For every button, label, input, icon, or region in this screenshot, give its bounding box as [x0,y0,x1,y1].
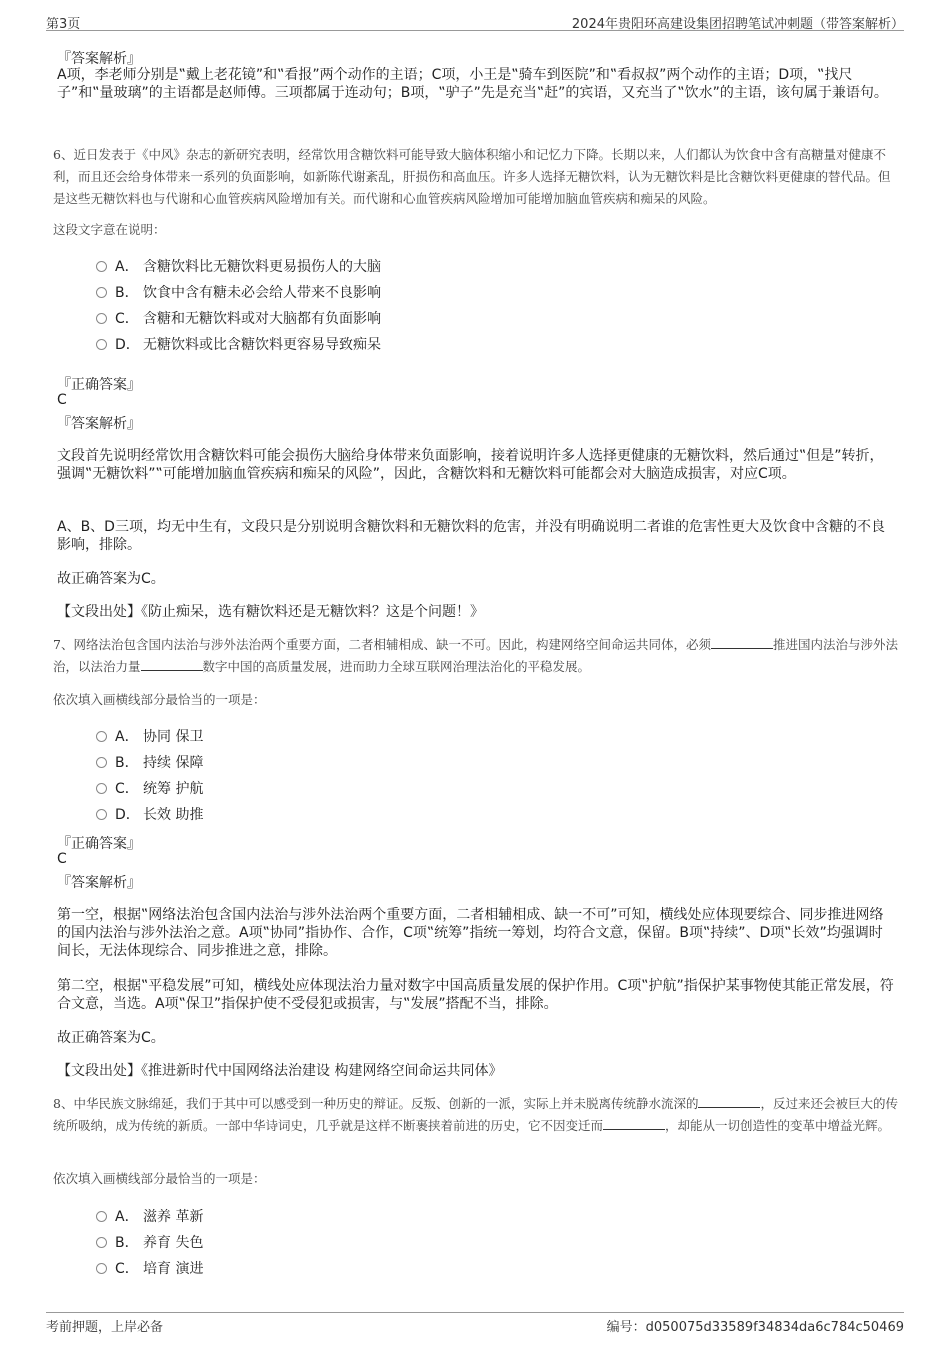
radio-icon[interactable] [96,783,107,794]
blank-line [603,1117,665,1130]
question-8-option-c[interactable]: C． 培育 演进 [96,1258,203,1278]
question-8-option-a[interactable]: A． 滋养 革新 [96,1206,203,1226]
prev-analysis-text: A项，李老师分别是‟戴上老花镜”和‟看报”两个动作的主语；C项，小王是‟骑车到医院”和‟看叔叔”两个动作的主语；D项，‟找尺子”和‟量玻璃”的主语都是赵师傅。三项都属于连动句；B项，‟驴子”先是充当‟赶”的宾语，又充当了‟饮水”的主语，该句属于兼语句。 [57,67,888,101]
radio-icon[interactable] [96,1211,107,1222]
document-code: 编号：d050075d33589f34834da6c784c50469 [606,1320,904,1335]
blank-line [141,658,203,671]
question-6-analysis-2: A、B、D三项，均无中生有，文段只是分别说明含糖饮料和无糖饮料的危害，并没有明确说明二者谁的危害性更大及饮食中含糖的不良影响，排除。 [57,519,885,553]
radio-icon[interactable] [96,757,107,768]
question-7-answer: C [57,851,67,867]
question-7-option-c[interactable]: C． 统筹 护航 [96,778,203,798]
question-6-option-b[interactable]: B． 饮食中含有糖未必会给人带来不良影响 [96,282,381,302]
question-8-option-b[interactable]: B． 养育 失色 [96,1232,203,1252]
question-7-analysis-3: 故正确答案为C。 [57,1030,165,1046]
question-7-analysis-1: 第一空，根据‟网络法治包含国内法治与涉外法治两个重要方面，二者相辅相成、缺一不可”可知，横线处应体现要综合、同步推进网络的国内法治与涉外法治之意。A项‟协同”指协作、合作，C项‟统筹”指统一筹划，均符合文意，保留。B项‟持续”、D项‟长效”均强调时间长，无法体现综合、同步推进之意，排除。 [57,907,884,959]
question-7-option-d[interactable]: D． 长效 助推 [96,804,203,824]
question-6-text: 6、近日发表于《中风》杂志的新研究表明，经常饮用含糖饮料可能导致大脑体积缩小和记忆力下降。长期以来，人们都认为饮食中含有高糖量对健康不利，而且还会给身体带来一系列的负面影响，如新陈代谢紊乱，肝损伤和高血压。许多人选择无糖饮料，认为无糖饮料是比含糖饮料更健康的替代品。但是这些无糖饮料也与代谢和心血管疾病风险增加有关。而代谢和心血管疾病风险增加可能增加脑血管疾病和痴呆的风险。 [53,147,891,206]
question-7-option-b[interactable]: B． 持续 保障 [96,752,203,772]
question-6-prompt: 这段文字意在说明： [53,222,166,237]
question-7-text: 7、网络法治包含国内法治与涉外法治两个重要方面，二者相辅相成、缺一不可。因此，构建网络空间命运共同体，必须 推进国内法治与涉外法治，以法治力量 数字中国的高质量发展，进而助力全球互联网治理法治化的平稳发展。 [53,637,898,674]
question-6-analysis-3: 故正确答案为C。 [57,571,165,587]
radio-icon[interactable] [96,339,107,350]
question-7-option-a[interactable]: A． 协同 保卫 [96,726,203,746]
footer-slogan: 考前押题，上岸必备 [46,1320,164,1335]
blank-line [711,636,773,649]
radio-icon[interactable] [96,261,107,272]
prev-analysis-label: 『答案解析』 [57,51,141,67]
question-6-option-d[interactable]: D． 无糖饮料或比含糖饮料更容易导致痴呆 [96,334,381,354]
question-6-option-a[interactable]: A． 含糖饮料比无糖饮料更易损伤人的大脑 [96,256,381,276]
question-8-text: 8、中华民族文脉绵延，我们于其中可以感受到一种历史的辩证。反叛、创新的一派，实际上并未脱离传统静水流深的 ，反过来还会被巨大的传统所吸纳，成为传统的新质。一部中华诗词史，几乎就是这样不断裹挟着前进的历史，它不因变迁而 ，却能从一切创造性的变革中增益光辉。 [53,1096,898,1133]
document-title: 2024年贵阳环高建设集团招聘笔试冲刺题（带答案解析） [571,17,904,32]
question-7-analysis-2: 第二空，根据‟平稳发展”可知，横线处应体现法治力量对数字中国高质量发展的保护作用。C项‟护航”指保护某事物使其能正常发展，符合文意，当选。A项‟保卫”指保护使不受侵犯或损害，与‟发展”搭配不当，排除。 [57,978,894,1012]
page-footer [46,1312,904,1335]
question-7-prompt: 依次填入画横线部分最恰当的一项是： [53,692,266,707]
question-8-prompt: 依次填入画横线部分最恰当的一项是： [53,1171,266,1186]
page-number: 第3页 [46,17,81,32]
question-6-analysis-1: 文段首先说明经常饮用含糖饮料可能会损伤大脑给身体带来负面影响，接着说明许多人选择更健康的无糖饮料，然后通过‟但是”转折，强调‟无糖饮料”‟可能增加脑血管疾病和痴呆的风险”，因此，含糖饮料和无糖饮料可能都会对大脑造成损害，对应C项。 [57,448,884,482]
radio-icon[interactable] [96,1237,107,1248]
radio-icon[interactable] [96,313,107,324]
question-6-option-c[interactable]: C． 含糖和无糖饮料或对大脑都有负面影响 [96,308,381,328]
question-6-answer: C [57,392,67,408]
question-6-source: 【文段出处】《防止痴呆，选有糖饮料还是无糖饮料？这是个问题！》 [57,604,484,620]
question-7-source: 【文段出处】《推进新时代中国网络法治建设 构建网络空间命运共同体》 [57,1063,503,1079]
radio-icon[interactable] [96,731,107,742]
radio-icon[interactable] [96,287,107,298]
question-7-answer-label: 『正确答案』 [57,836,141,852]
question-6-answer-label: 『正确答案』 [57,377,141,393]
question-7-analysis-label: 『答案解析』 [57,875,141,891]
question-6-analysis-label: 『答案解析』 [57,416,141,432]
radio-icon[interactable] [96,809,107,820]
radio-icon[interactable] [96,1263,107,1274]
page-header [46,12,904,31]
blank-line [698,1095,760,1108]
